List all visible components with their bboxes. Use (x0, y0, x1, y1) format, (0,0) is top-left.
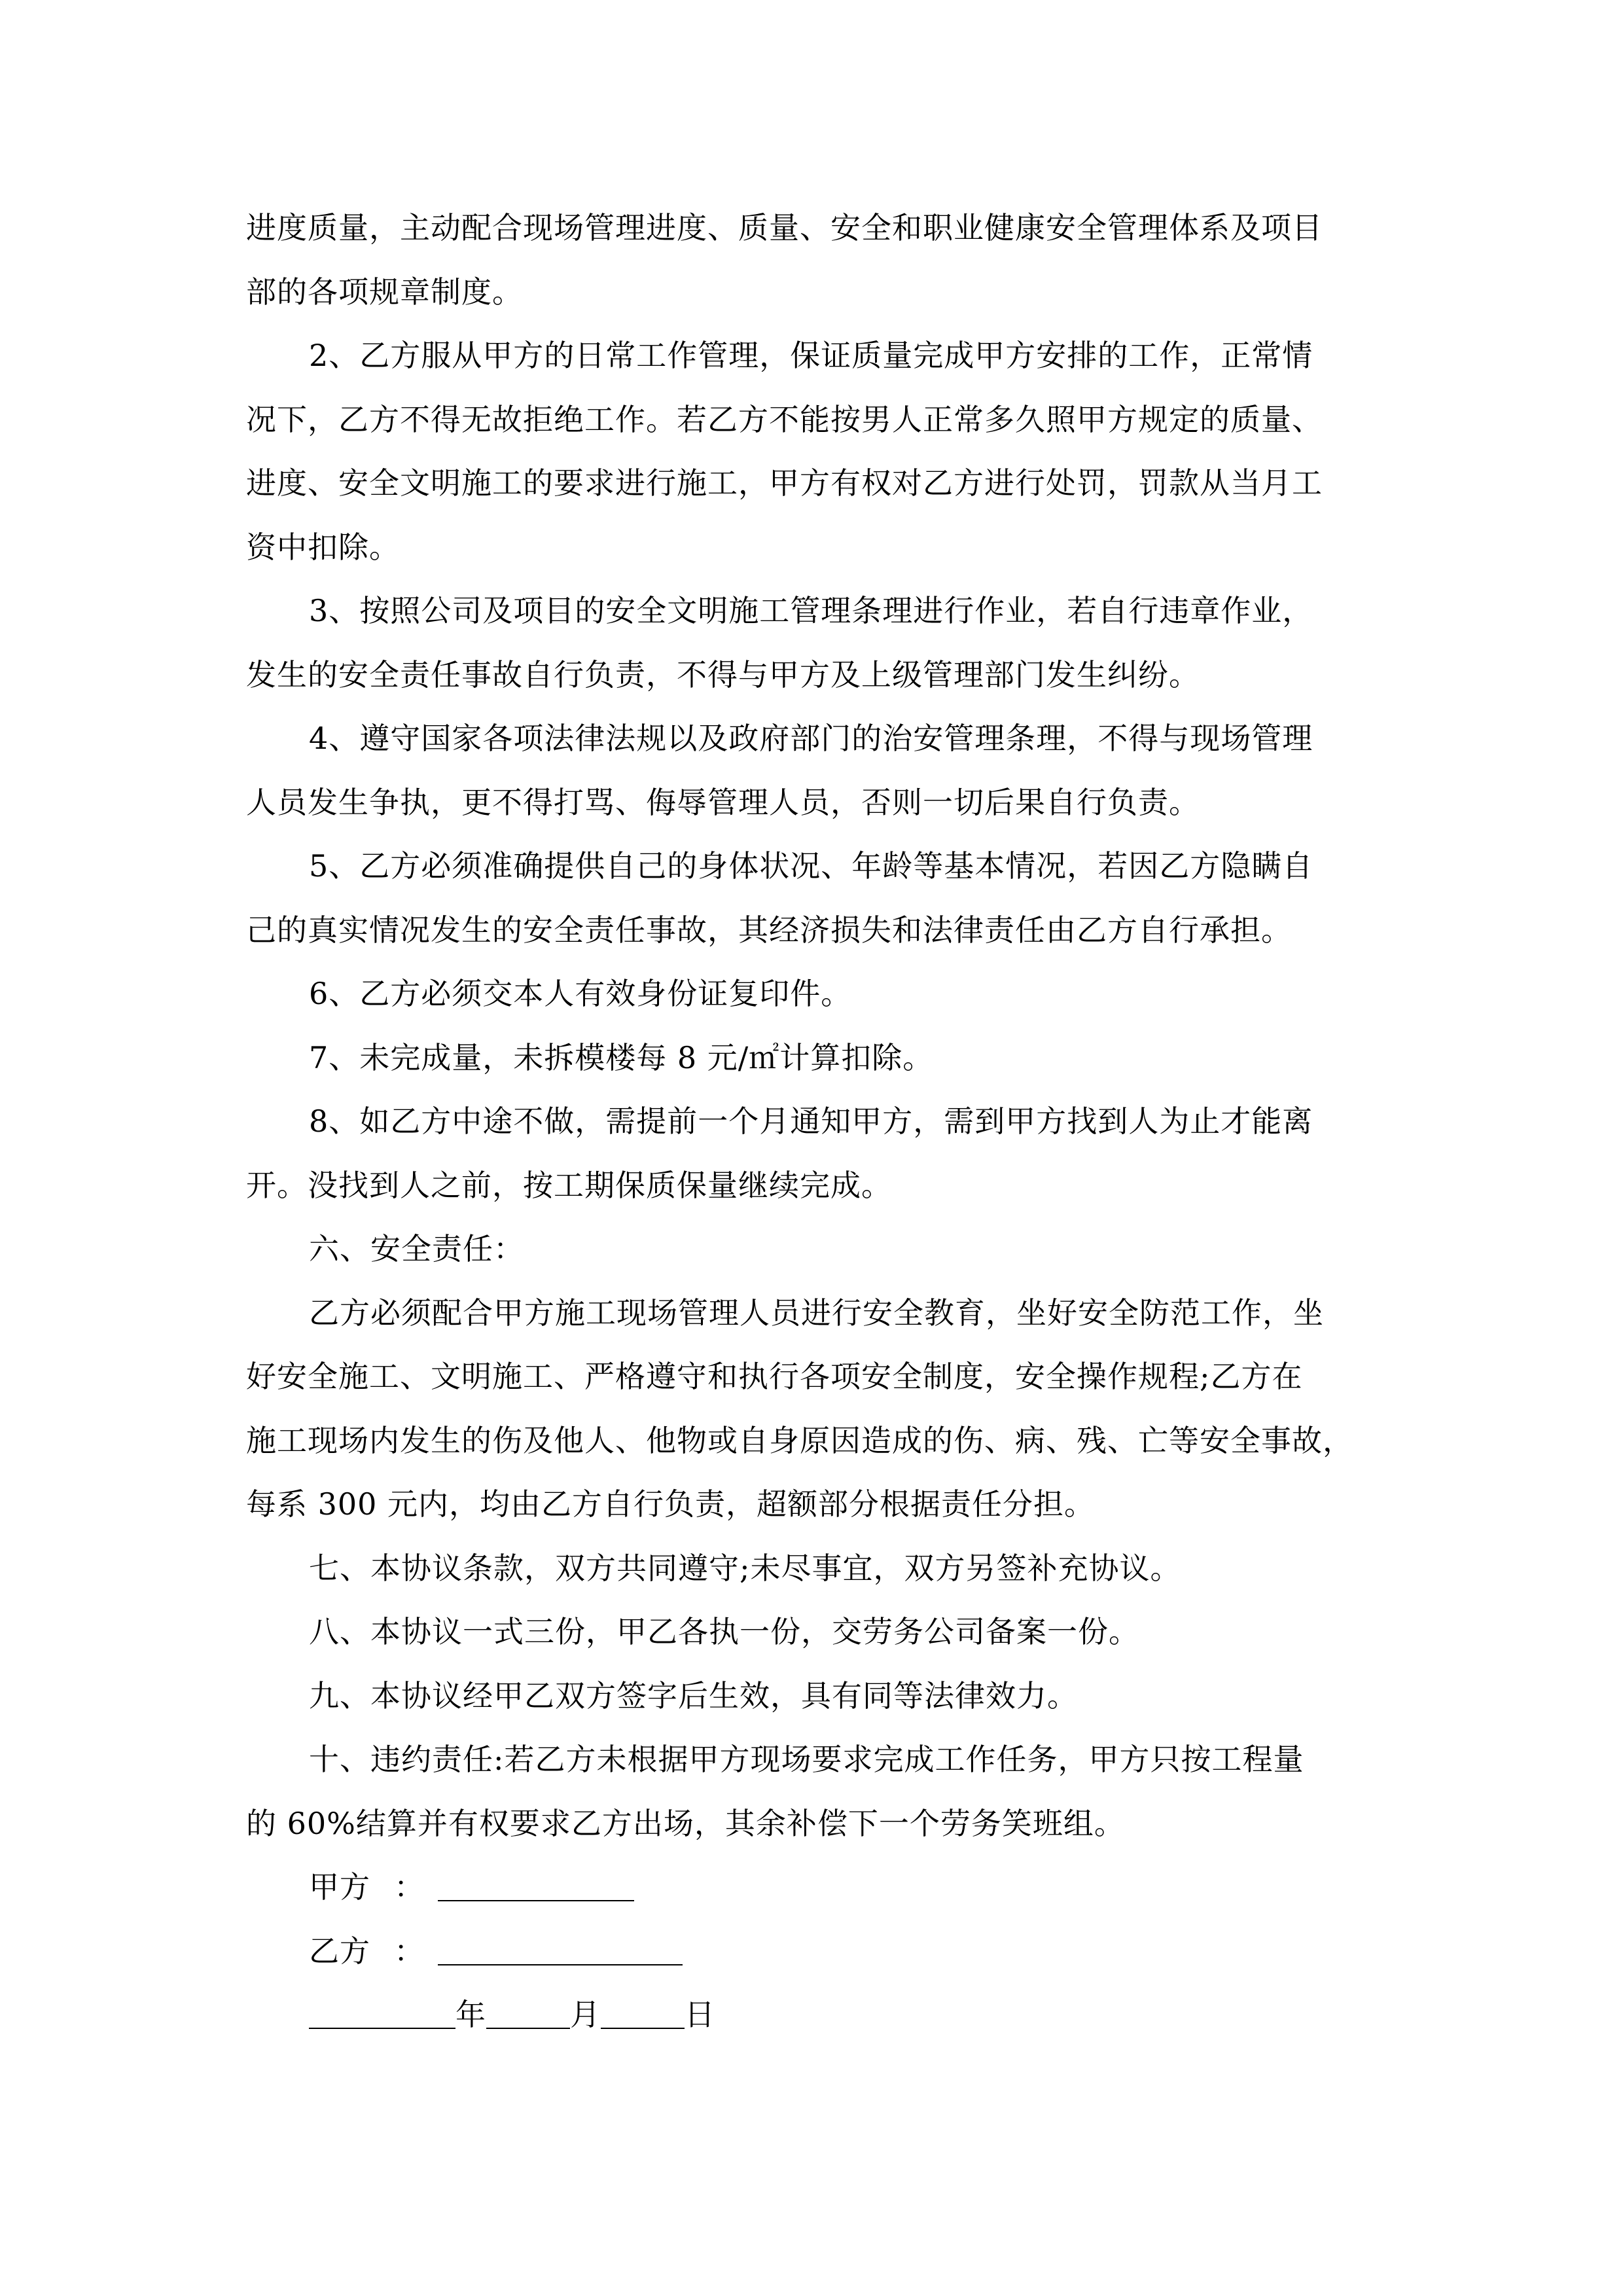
paragraph-line: 部的各项规章制度。 (246, 274, 523, 310)
paragraph-line: 人员发生争执，更不得打骂、侮辱管理人员，否则一切后果自行负责。 (246, 784, 1200, 820)
party-b-colon: ： (394, 1933, 425, 1969)
year-blank (309, 1998, 455, 2029)
party-a-signature-blank (438, 1870, 634, 1901)
paragraph-line: 7、未完成量，未拆模楼每 8 元/㎡计算扣除。 (309, 1039, 934, 1075)
year-label: 年 (455, 1997, 486, 2032)
month-blank (486, 1998, 570, 2029)
party-a-colon: ： (394, 1869, 425, 1905)
day-label: 日 (685, 1997, 715, 2032)
paragraph-line: 况下，乙方不得无故拒绝工作。若乙方不能按男人正常多久照甲方规定的质量、 (246, 401, 1323, 437)
party-b-signature-line (246, 1920, 1380, 1984)
paragraph-line: 九、本协议经甲乙双方签字后生效，具有同等法律效力。 (309, 1677, 1078, 1713)
paragraph-line: 进度、安全文明施工的要求进行施工，甲方有权对乙方进行处罚，罚款从当月工 (246, 465, 1323, 501)
paragraph-line: 5、乙方必须准确提供自己的身体状况、年龄等基本情况，若因乙方隐瞒自 (309, 848, 1313, 884)
paragraph-line: 每系 300 元内，均由乙方自行负责，超额部分根据责任分担。 (246, 1486, 1096, 1522)
party-a-label: 甲方 (309, 1869, 370, 1905)
paragraph-line: 6、乙方必须交本人有效身份证复印件。 (309, 976, 852, 1011)
party-b-label: 乙方 (309, 1933, 370, 1969)
paragraph-line: 八、本协议一式三份，甲乙各执一份，交劳务公司备案一份。 (309, 1614, 1139, 1649)
party-b-signature-blank (438, 1934, 683, 1965)
day-blank (601, 1998, 685, 2029)
paragraph-line: 好安全施工、文明施工、严格遵守和执行各项安全制度，安全操作规程;乙方在 (246, 1359, 1303, 1394)
paragraph-line: 发生的安全责任事故自行负责，不得与甲方及上级管理部门发生纠纷。 (246, 656, 1200, 692)
paragraph-line: 2、乙方服从甲方的日常工作管理，保证质量完成甲方安排的工作，正常情 (309, 338, 1313, 373)
paragraph-line: 4、遵守国家各项法律法规以及政府部门的治安管理条理，不得与现场管理 (309, 721, 1313, 756)
paragraph-line: 8、如乙方中途不做，需提前一个月通知甲方，需到甲方找到人为止才能离 (309, 1103, 1313, 1139)
paragraph-line: 十、违约责任:若乙方未根据甲方现场要求完成工作任务，甲方只按工程量 (309, 1742, 1304, 1777)
paragraph-line: 开。没找到人之前，按工期保质保量继续完成。 (246, 1167, 892, 1203)
paragraph-line: 己的真实情况发生的安全责任事故，其经济损失和法律责任由乙方自行承担。 (246, 912, 1292, 948)
paragraph-line: 进度质量，主动配合现场管理进度、质量、安全和职业健康安全管理体系及项目 (246, 210, 1323, 245)
date-line (246, 1983, 1380, 2047)
month-label: 月 (570, 1997, 601, 2032)
paragraph-line: 施工现场内发生的伤及他人、他物或自身原因造成的伤、病、残、亡等安全事故， (246, 1422, 1353, 1458)
section-heading: 六、安全责任： (309, 1231, 524, 1266)
document-body (246, 196, 1380, 2047)
paragraph-line: 的 60%结算并有权要求乙方出场，其余补偿下一个劳务笑班组。 (246, 1805, 1125, 1841)
party-a-signature-line (246, 1856, 1380, 1920)
paragraph-line: 乙方必须配合甲方施工现场管理人员进行安全教育，坐好安全防范工作，坐 (309, 1295, 1324, 1331)
paragraph-line: 资中扣除。 (246, 529, 400, 565)
paragraph-line: 3、按照公司及项目的安全文明施工管理条理进行作业，若自行违章作业， (309, 593, 1313, 628)
paragraph-line: 七、本协议条款，双方共同遵守;未尽事宜，双方另签补充协议。 (309, 1550, 1181, 1586)
